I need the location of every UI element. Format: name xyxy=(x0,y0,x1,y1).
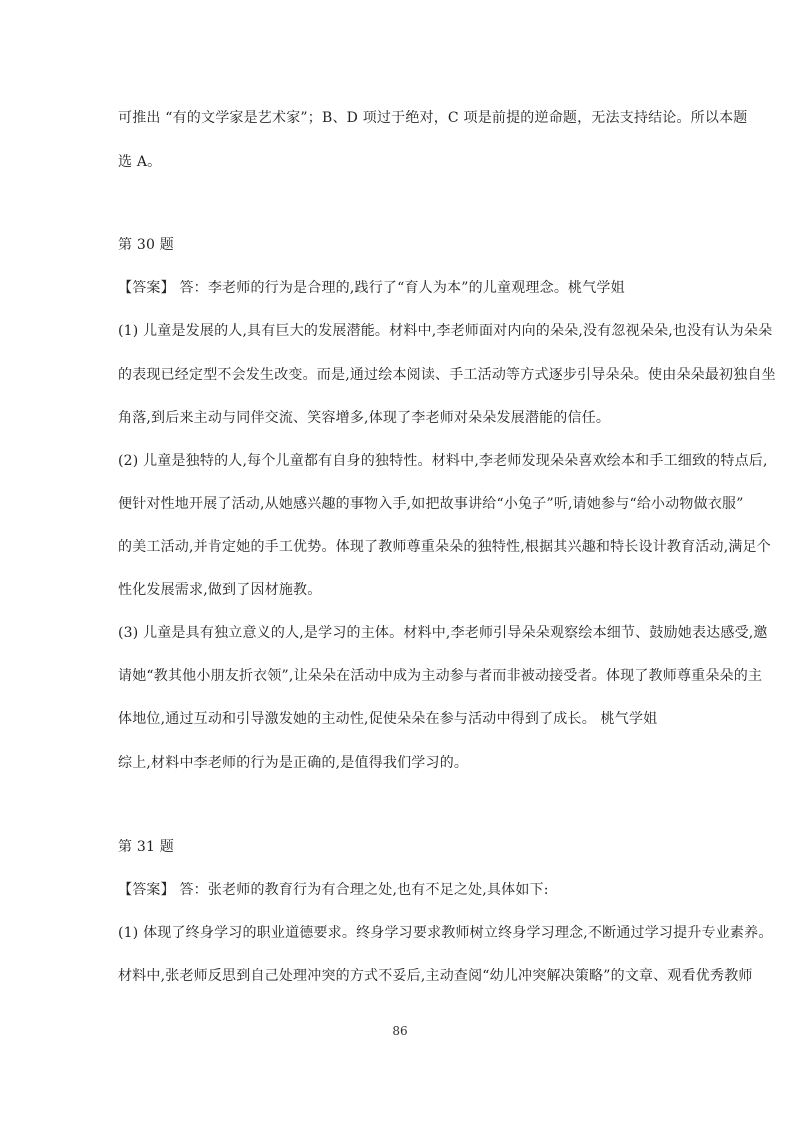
q31-paragraph-line: 材料中,张老师反思到自己处理冲突的方式不妥后,主动查阅“幼儿冲突解决策略”的文章、观看优秀教师 xyxy=(118,968,753,984)
q31-answer-line: 【答案】 答：张老师的教育行为有合理之处,也有不足之处,具体如下: xyxy=(118,882,549,898)
q30-paragraph-line: 体地位,通过互动和引导激发她的主动性,促使朵朵在参与活动中得到了成长。 桃气学姐 xyxy=(118,711,658,727)
q31-paragraph-line: (1) 体现了终身学习的职业道德要求。终身学习要求教师树立终身学习理念,不断通过学习提升专业素养。 xyxy=(118,925,773,941)
question-31-heading: 第 31 题 xyxy=(118,839,174,855)
q30-paragraph-line: 性化发展需求,做到了因材施教。 xyxy=(118,582,322,598)
q30-conclusion-line: 综上,材料中李老师的行为是正确的,是值得我们学习的。 xyxy=(118,755,469,771)
intro-line: 可推出 “有的文学家是艺术家”；B、D 项过于绝对，C 项是前提的逆命题，无法支持结论。所以本题 xyxy=(118,110,748,126)
q30-paragraph-line: (3) 儿童是具有独立意义的人,是学习的主体。材料中,李老师引导朵朵观察绘本细节、鼓励她表达感受,邀 xyxy=(118,625,768,641)
question-30-heading: 第 30 题 xyxy=(118,237,174,253)
page-number: 86 xyxy=(392,1024,408,1038)
q30-paragraph-line: 的表现已经定型不会发生改变。而是,通过绘本阅读、手工活动等方式逐步引导朵朵。使由朵朵最初独自坐 xyxy=(118,367,776,383)
q30-paragraph-line: 的美工活动,并肯定她的手工优势。体现了教师尊重朵朵的独特性,根据其兴趣和特长设计教育活动,满足个 xyxy=(118,539,771,555)
q30-paragraph-line: (2) 儿童是独特的人,每个儿童都有自身的独特性。材料中,李老师发现朵朵喜欢绘本和手工细致的特点后, xyxy=(118,453,768,469)
q30-paragraph-line: 便针对性地开展了活动,从她感兴趣的事物入手,如把故事讲给“小兔子”听,请她参与“给小动物做衣服” xyxy=(118,496,744,512)
q30-paragraph-line: (1) 儿童是发展的人,具有巨大的发展潜能。材料中,李老师面对内向的朵朵,没有忽视朵朵,也没有认为朵朵 xyxy=(118,323,773,339)
q30-answer-line: 【答案】 答：李老师的行为是合理的,践行了“育人为本”的儿童观理念。桃气学姐 xyxy=(118,280,625,296)
q30-paragraph-line: 角落,到后来主动与同伴交流、笑容增多,体现了李老师对朵朵发展潜能的信任。 xyxy=(118,410,611,426)
intro-line: 选 A。 xyxy=(118,154,162,170)
q30-paragraph-line: 请她“教其他小朋友折衣领”,让朵朵在活动中成为主动参与者而非被动接受者。体现了教师尊重朵朵的主 xyxy=(118,668,763,684)
